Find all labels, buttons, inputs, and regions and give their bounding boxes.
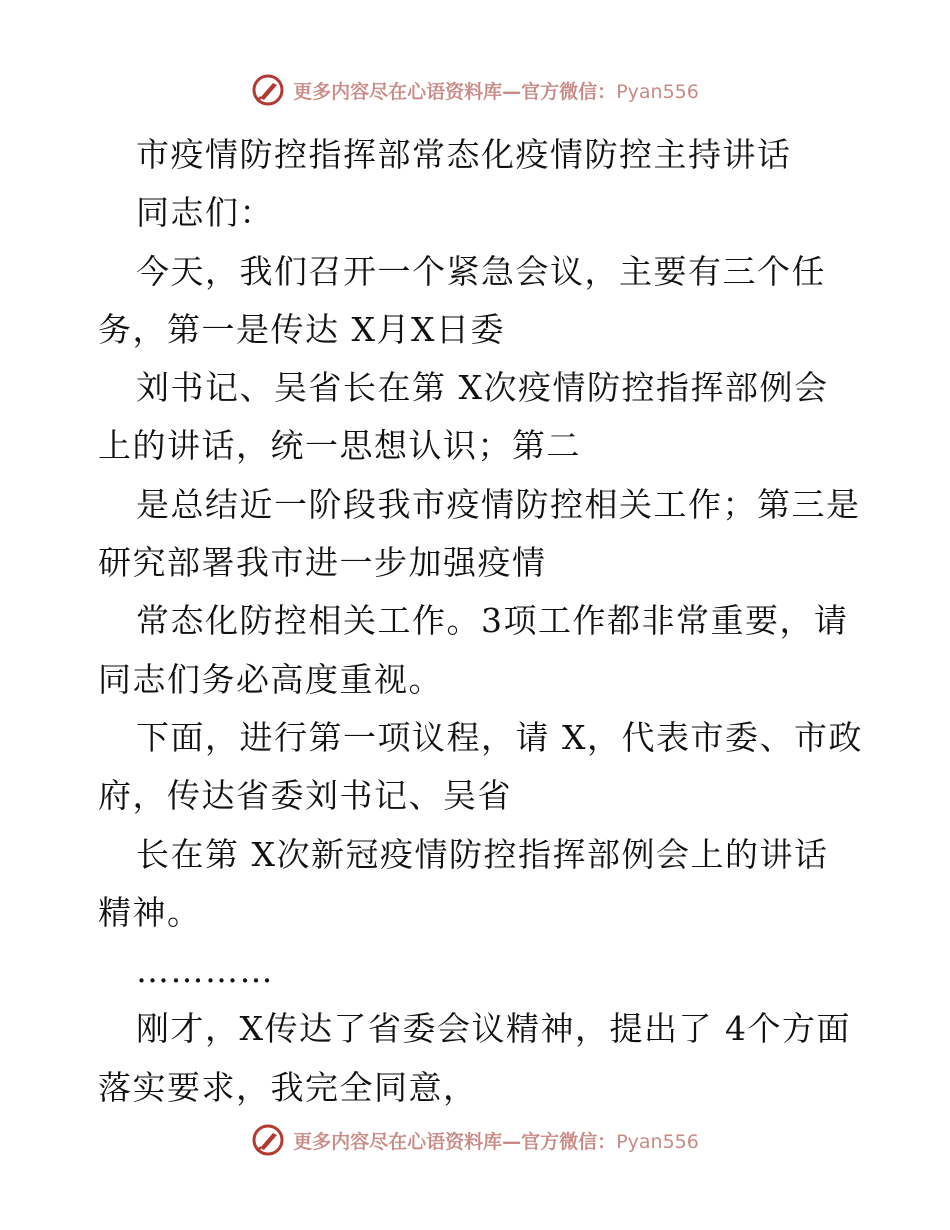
header-banner-text: [293, 77, 699, 104]
header-banner-wechat-id: Pyan556: [616, 80, 699, 103]
footer-banner-wechat-id: Pyan556: [616, 1130, 699, 1153]
paragraph-line: 上的讲话，统一思想认识；第二: [98, 426, 581, 466]
paragraph-line: 长在第 X次新冠疫情防控指挥部例会上的讲话: [136, 834, 829, 874]
footer-banner-title: 更多内容尽在心语资料库: [293, 1130, 503, 1153]
document-title: 市疫情防控指挥部常态化疫情防控主持讲话: [136, 135, 792, 174]
paragraph-line: 务，第一是传达 X月X日委: [98, 309, 505, 349]
header-banner-title: 更多内容尽在心语资料库: [293, 80, 503, 103]
paragraph-line: 刚才，X传达了省委会议精神，提出了 4个方面: [136, 1009, 851, 1049]
paragraph-line: 常态化防控相关工作。3项工作都非常重要，请: [136, 601, 849, 641]
red-quill-logo-icon: [251, 1123, 285, 1157]
paragraph-line: 落实要求，我完全同意，: [98, 1067, 478, 1107]
document-body: [98, 126, 863, 1117]
footer-banner-text: [293, 1127, 699, 1154]
paragraph-line: 下面，进行第一项议程，请 X，代表市委、市政: [136, 717, 863, 757]
paragraph-line: 同志们：: [136, 193, 274, 233]
paragraph-line: 是总结近一阶段我市疫情防控相关工作；第三是: [136, 484, 861, 524]
paragraph-line: 府，传达省委刘书记、吴省: [98, 776, 512, 816]
paragraph-line: 精神。: [98, 892, 202, 932]
header-banner-wechat-label: —官方微信：: [502, 80, 617, 103]
paragraph-line: 今天，我们召开一个紧急会议，主要有三个任: [136, 251, 826, 291]
header-banner: [0, 70, 950, 110]
paragraph-line: 刘书记、吴省长在第 X次疫情防控指挥部例会: [136, 368, 829, 408]
footer-banner-wechat-label: —官方微信：: [502, 1130, 617, 1153]
paragraph-line: 同志们务必高度重视。: [98, 659, 443, 699]
paragraph-line: 研究部署我市进一步加强疫情: [98, 543, 547, 583]
red-quill-logo-icon: [251, 73, 285, 107]
footer-banner: [0, 1120, 950, 1160]
paragraph-line: …………: [136, 951, 274, 991]
